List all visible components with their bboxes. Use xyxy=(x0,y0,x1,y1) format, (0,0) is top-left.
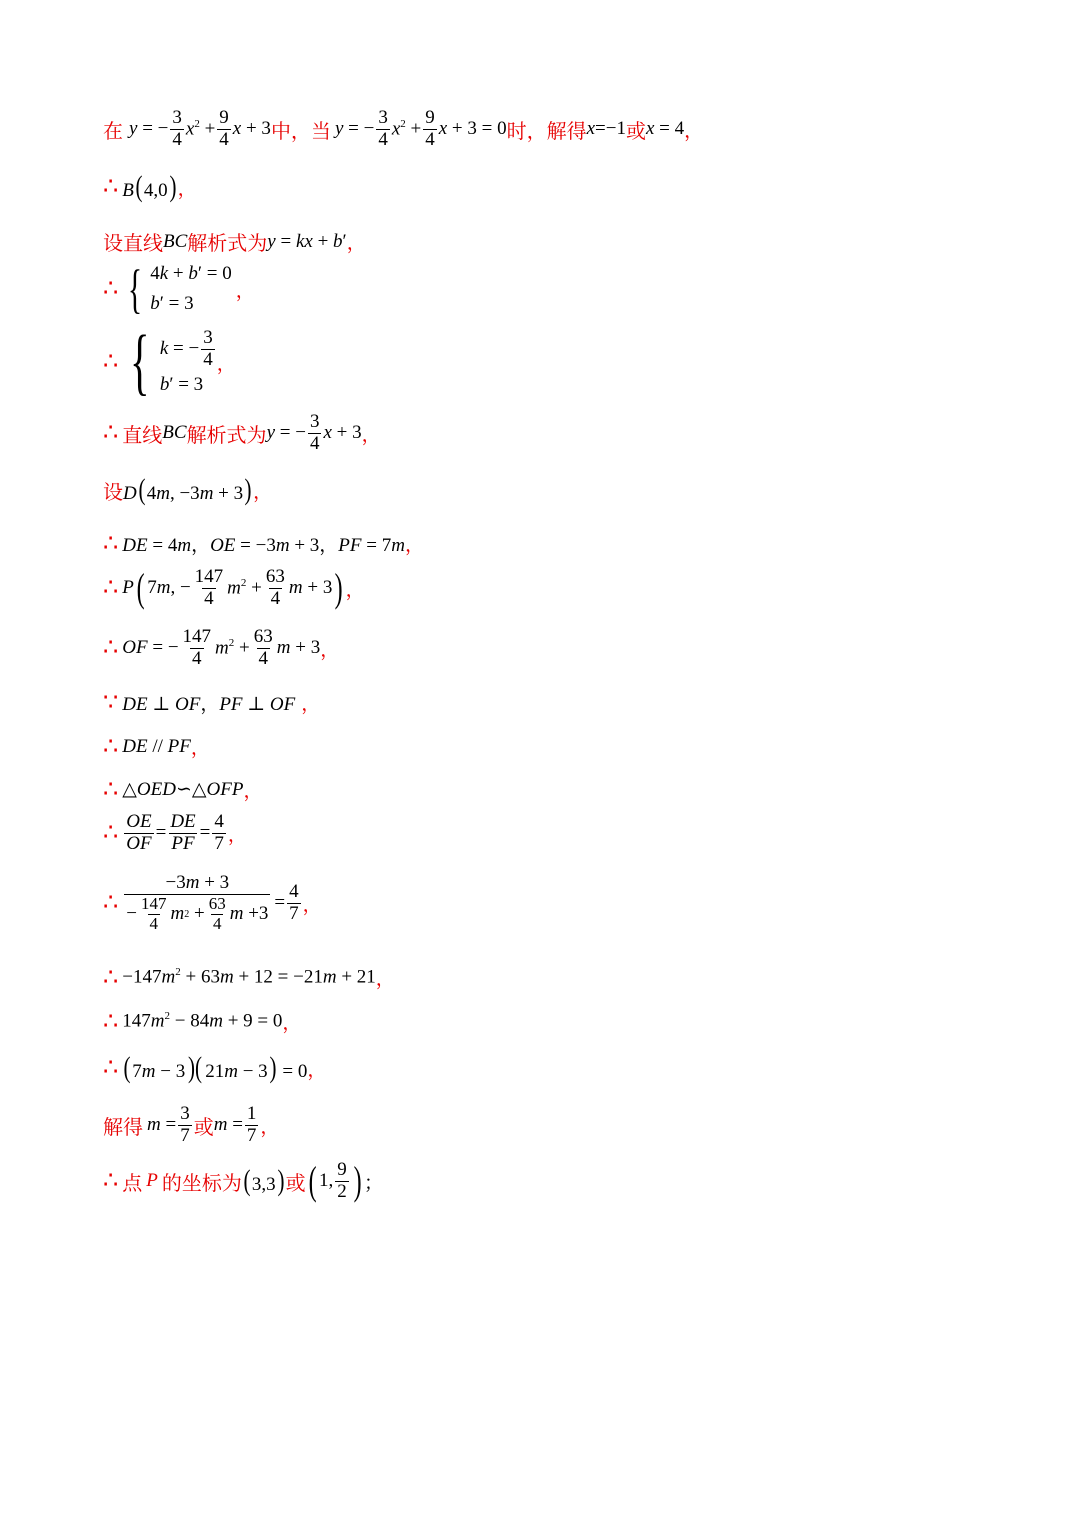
line-solve-m: 解得 m = $\frac{3}{7}$ 或 m = $\frac{1}{7}$ ， xyxy=(103,1103,280,1146)
line-point-B: ∴ B(4,0) ， xyxy=(103,170,197,203)
line-quadratic: ∴ $147m^2 - 84m + 9 = 0$ ， xyxy=(103,1008,302,1035)
line-expand: ∴ $-147m^2 + 63m + 12 = -21m + 21$ ， xyxy=(103,964,395,991)
line-parabola-root: 在 y = − $\frac{3}{4}$ $x^2$ + $\frac{9}{4}$ x + 3 中， 当 y = − $\frac{3}{4}$ $x^2$ + $\frac{9}{4}$ x + 3 = 0 时， 解得 x=−1 或 x = 4 ， xyxy=(103,107,704,150)
line-ratio-sub: ∴ −3m + 3 − $\frac{147}{4}$ m 2 + $\frac{63}{4}$ m +3 = $\frac{4}{7}$ ， xyxy=(103,872,322,933)
line-point-P: ∴ P ( 7m, − $\frac{147}{4}$ $m^2$ + $\frac{63}{4}$ m + 3 ) ， xyxy=(103,565,365,611)
line-ratio: ∴ $\frac{OE}{OF}$ = $\frac{DE}{PF}$ = $\frac{4}{7}$ ， xyxy=(103,811,247,854)
line-lengths: ∴ DE = 4m，OE = −3m + 3，PF = 7m ， xyxy=(103,530,424,557)
line-system-2: ∴ { k = − $\frac{3}{4}$ b′ = 3 ， xyxy=(103,321,236,403)
line-similar: ∴ △OED∽△OFP ， xyxy=(103,776,263,803)
line-set-bc: 设直线 BC 解析式为 y = kx + b′ ， xyxy=(103,230,366,255)
line-perp: ∵ DE ⊥ OF，PF ⊥ OF ， xyxy=(103,689,321,716)
line-answer: ∴ 点 P 的坐标为 (3,3) 或 ( 1, $\frac{9}{2}$ ) ； xyxy=(103,1158,384,1204)
line-set-D: 设 D(4m, −3m + 3) ， xyxy=(103,473,273,506)
line-bc-result: ∴ 直线 BC 解析式为 y = − $\frac{3}{4}$ x + 3 ， xyxy=(103,411,381,454)
line-factor: ∴ (7m − 3)( 21m − 3) = 0 ， xyxy=(103,1051,327,1084)
line-system-1: ∴ { 4k + b′ = 0 b′ = 3 ， xyxy=(103,259,255,319)
line-OF: ∴ OF = − $\frac{147}{4}$ $m^2$ + $\frac{63}{4}$ m + 3 ， xyxy=(103,626,340,669)
line-parallel: ∴ DE // PF ， xyxy=(103,733,210,760)
